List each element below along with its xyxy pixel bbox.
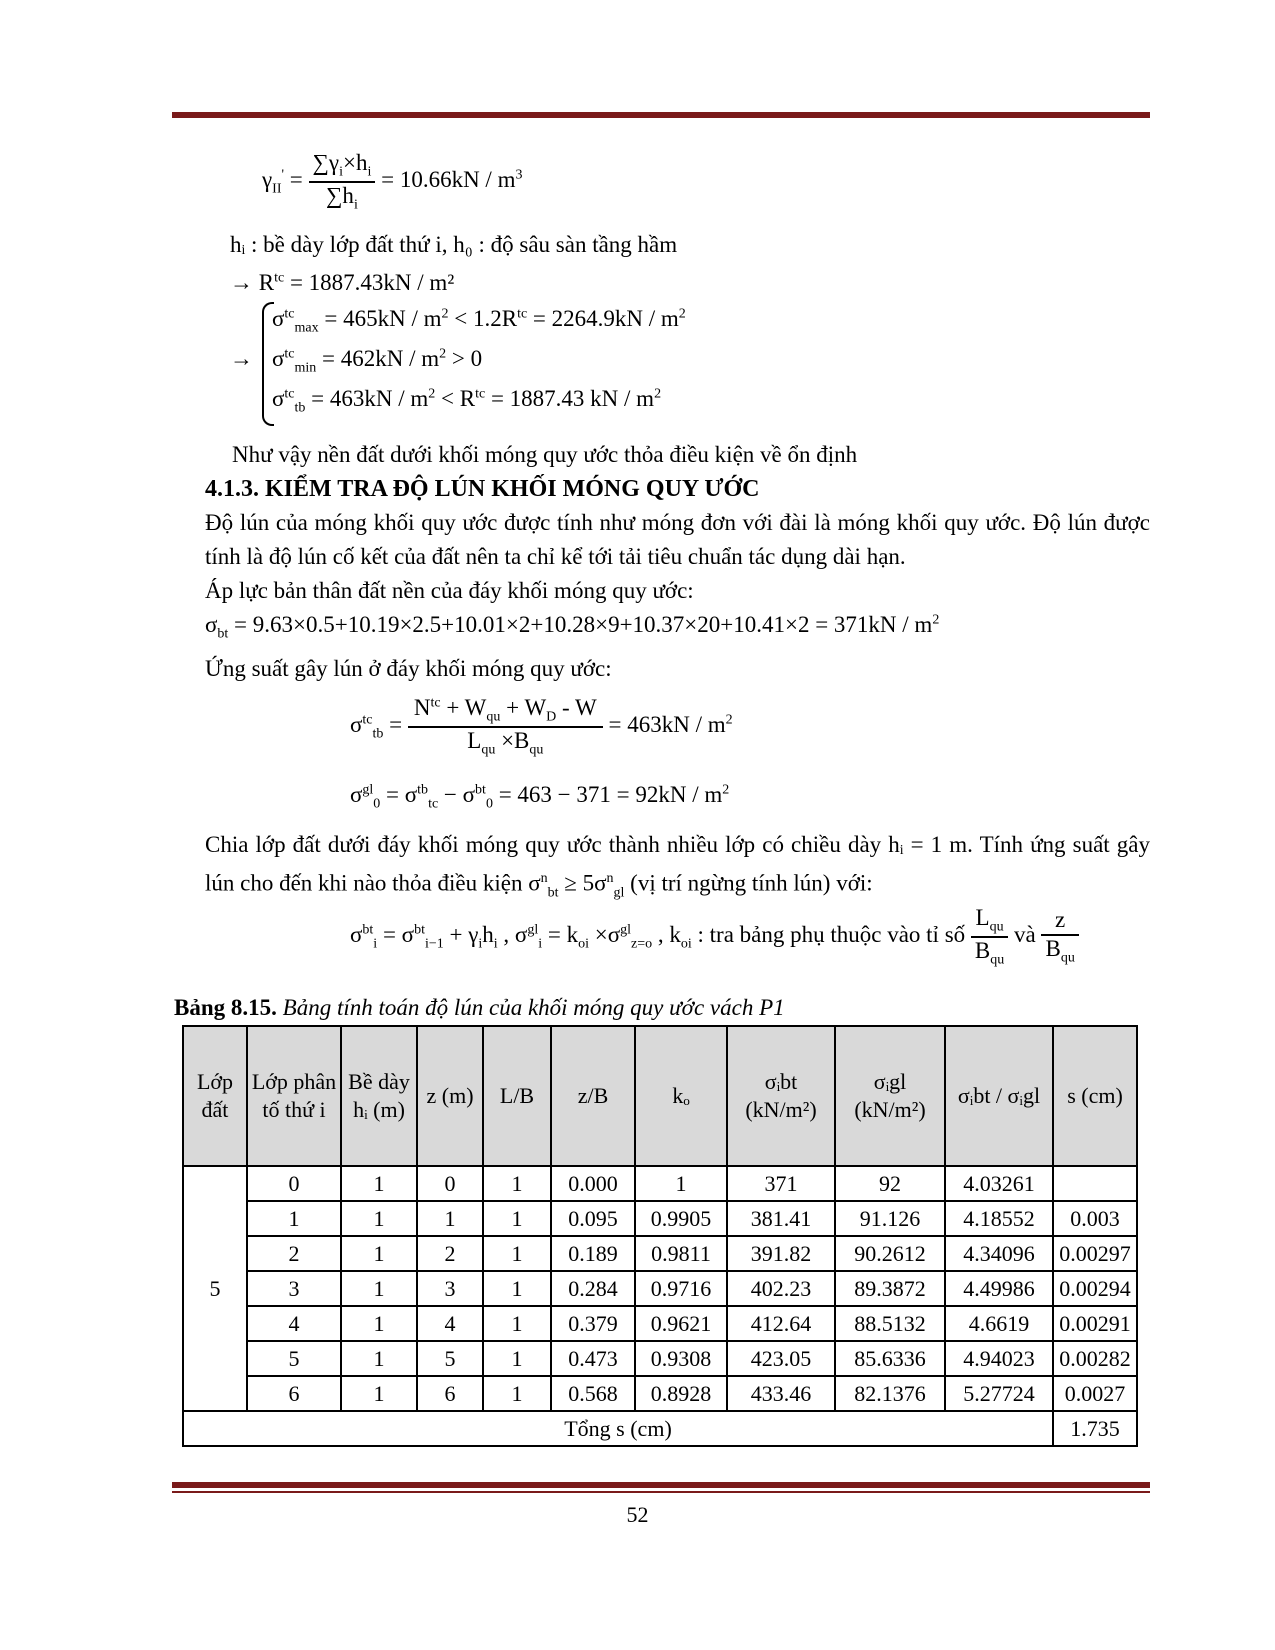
- table-cell: 4.6619: [945, 1306, 1053, 1341]
- table-row: [183, 1236, 1137, 1271]
- table-caption: Bảng 8.15. Bảng tính toán độ lún của khối móng quy ước vách P1: [174, 995, 785, 1020]
- gamma-fraction: $\frac{\sum\gamma_i\times h_i}{\sum h_i}$: [309, 150, 376, 213]
- table-cell: 92: [835, 1166, 945, 1201]
- table-cell: 4.18552: [945, 1201, 1053, 1236]
- table-cell: 423.05: [727, 1341, 835, 1376]
- table-cell: 89.3872: [835, 1271, 945, 1306]
- page-number: 52: [626, 1502, 649, 1527]
- table-cell: 1: [417, 1201, 483, 1236]
- paragraph-stress: Ứng suất gây lún ở đáy khối móng quy ước:: [205, 656, 612, 681]
- table-cell: 371: [727, 1166, 835, 1201]
- table-cell: 0.8928: [635, 1376, 727, 1411]
- col-thickness: Bề dày hᵢ (m): [341, 1026, 417, 1166]
- table-cell: 82.1376: [835, 1376, 945, 1411]
- table-cell: 0.189: [551, 1236, 635, 1271]
- table-cell: 1: [341, 1201, 417, 1236]
- total-row: [183, 1411, 1137, 1446]
- table-header-row: [183, 1026, 1137, 1166]
- table-cell: 0.095: [551, 1201, 635, 1236]
- table-cell: 0.000: [551, 1166, 635, 1201]
- table-cell: 3: [417, 1271, 483, 1306]
- lqu-bqu-fraction: $\frac{L_{qu}}{B_{qu}}$: [971, 905, 1008, 968]
- col-sigma-bt: σᵢbt (kN/m²): [727, 1026, 835, 1166]
- table-cell: 91.126: [835, 1201, 945, 1236]
- table-row: [183, 1341, 1137, 1376]
- sigma-tb-fraction: $\frac{N^{tc} + W_{qu} + W_D - W}{L_{qu} \times B_{qu}}$: [408, 695, 603, 758]
- table-cell: 1: [341, 1166, 417, 1201]
- table-cell: 0.00282: [1053, 1341, 1137, 1376]
- sigma-tb-line: $\sigma^{tc}_{tb} = 463kN / m^2 < R^{tc} = 1887.43$ kN / $m^2$: [272, 386, 662, 416]
- paragraph-self-weight: Áp lực bản thân đất nền của đáy khối móng quy ước:: [205, 578, 694, 603]
- table-cell: 0.568: [551, 1376, 635, 1411]
- table-cell: 1: [483, 1271, 551, 1306]
- settlement-table: [182, 1025, 1138, 1447]
- layer-cell: 5: [183, 1166, 247, 1411]
- sigma-i-formula: $\sigma^{bt}_i = \sigma^{bt}_{i-1} + \gamma_ih_i$ , $\sigma^{gl}_i = k_{oi} \times\sigma^{gl}_{z=o}$ , $k_{oi}$ : tra bảng phụ thuộc vào tỉ số $\frac{L_{qu}}{B_{qu}}$ và $\frac{z}{B_{qu}}$: [350, 905, 1079, 968]
- table-cell: 1: [341, 1236, 417, 1271]
- footer-rule: [172, 1482, 1150, 1493]
- hi-definition: hᵢ : bề dày lớp đất thứ i, h₀ : độ sâu sàn tầng hầm: [230, 232, 678, 257]
- table-cell: 0.473: [551, 1341, 635, 1376]
- table-cell: 0.00294: [1053, 1271, 1137, 1306]
- table-cell: 1: [341, 1376, 417, 1411]
- table-cell: 381.41: [727, 1201, 835, 1236]
- table-cell: 4: [417, 1306, 483, 1341]
- table-cell: 1: [341, 1341, 417, 1376]
- total-label: Tổng s (cm): [183, 1411, 1053, 1446]
- table-cell: 391.82: [727, 1236, 835, 1271]
- table-cell: 0.9308: [635, 1341, 727, 1376]
- table-cell: 0: [417, 1166, 483, 1201]
- table-cell: 0.0027: [1053, 1376, 1137, 1411]
- col-s: s (cm): [1053, 1026, 1137, 1166]
- table-cell: 90.2612: [835, 1236, 945, 1271]
- table-cell: 4.49986: [945, 1271, 1053, 1306]
- col-layer: Lớp đất: [183, 1026, 247, 1166]
- table-cell: 0: [247, 1166, 341, 1201]
- table-cell: 4.94023: [945, 1341, 1053, 1376]
- table-cell: 88.5132: [835, 1306, 945, 1341]
- table-cell: 1: [341, 1306, 417, 1341]
- paragraph-layer-division: Chia lớp đất dưới đáy khối móng quy ước thành nhiều lớp có chiều dày hᵢ = 1 m. Tính ứng suất gây lún cho đến khi nào thỏa điều kiện $\sigma^n_{bt} \ge 5\sigma^n_{gl}$ (vị trí ngừng tính lún) với:: [205, 832, 1150, 901]
- system-arrow: →: [230, 346, 253, 371]
- col-sublayer: Lớp phân tố thứ i: [247, 1026, 341, 1166]
- table-cell: 433.46: [727, 1376, 835, 1411]
- table-cell: 0.00297: [1053, 1236, 1137, 1271]
- table-row: [183, 1166, 1137, 1201]
- table-cell: 1: [483, 1236, 551, 1271]
- table-cell: 2: [417, 1236, 483, 1271]
- sigma-min-line: $\sigma^{tc}_{min} = 462kN / m^2 > 0$: [272, 346, 483, 376]
- table-cell: 85.6336: [835, 1341, 945, 1376]
- rtc-formula: → $R^{tc} = 1887.43kN / m^2$: [230, 270, 455, 295]
- table-cell: 0.00291: [1053, 1306, 1137, 1341]
- table-row: [183, 1201, 1137, 1236]
- table-cell: 1: [635, 1166, 727, 1201]
- table-row: [183, 1271, 1137, 1306]
- table-row: [183, 1306, 1137, 1341]
- stability-conclusion: Như vậy nền đất dưới khối móng quy ước thỏa điều kiện về ổn định: [232, 442, 858, 467]
- table-cell: 1: [483, 1166, 551, 1201]
- z-bqu-fraction: $\frac{z}{B_{qu}}$: [1041, 907, 1078, 966]
- table-cell: 1: [247, 1201, 341, 1236]
- col-lb: L/B: [483, 1026, 551, 1166]
- sigma-max-line: $\sigma^{tc}_{max} = 465kN / m^2 < 1.2R^{tc} = 2264.9kN / m^2$: [272, 306, 686, 336]
- col-ko: kₒ: [635, 1026, 727, 1166]
- table-cell: 0.9621: [635, 1306, 727, 1341]
- table-cell: 0.9905: [635, 1201, 727, 1236]
- table-cell: 0.284: [551, 1271, 635, 1306]
- table-cell: 1: [483, 1201, 551, 1236]
- table-cell: 3: [247, 1271, 341, 1306]
- sigma-gl-formula: $\sigma^{gl}_0 = \sigma^{tb}_{tc} - \sigma^{bt}_0 = 463 - 371 = 92kN / m^2$: [350, 782, 730, 812]
- table-cell: [1053, 1166, 1137, 1201]
- table-row: [183, 1376, 1137, 1411]
- header-rule: [172, 112, 1150, 118]
- table-cell: 4.34096: [945, 1236, 1053, 1271]
- table-cell: 2: [247, 1236, 341, 1271]
- gamma-formula: $\gamma_{II}'$ = $\frac{\sum\gamma_i\times h_i}{\sum h_i}$ = $10.66kN / m^3$: [262, 150, 523, 213]
- table-cell: 1: [483, 1376, 551, 1411]
- sigma-bt-formula: $\sigma_{bt} = 9.63\times 0.5+10.19\times 2.5+10.01\times 2+10.28\times 9+10.37\times 20+10.41\times 2 = 371kN / m^2$: [205, 612, 940, 642]
- paragraph-settlement-intro: Độ lún của móng khối quy ước được tính như móng đơn với đài là móng khối quy ước. Độ lún được tính là độ lún cố kết của đất nên ta chỉ kể tới tải tiêu chuẩn tác dụng dài hạn.: [205, 510, 1150, 569]
- table-cell: 402.23: [727, 1271, 835, 1306]
- table-cell: 0.9716: [635, 1271, 727, 1306]
- table-cell: 5: [247, 1341, 341, 1376]
- col-z: z (m): [417, 1026, 483, 1166]
- table-cell: 412.64: [727, 1306, 835, 1341]
- col-zb: z/B: [551, 1026, 635, 1166]
- table-cell: 1: [483, 1306, 551, 1341]
- table-cell: 5.27724: [945, 1376, 1053, 1411]
- table-cell: 0.379: [551, 1306, 635, 1341]
- table-cell: 4.03261: [945, 1166, 1053, 1201]
- table-cell: 1: [483, 1341, 551, 1376]
- table-cell: 6: [247, 1376, 341, 1411]
- table-cell: 0.003: [1053, 1201, 1137, 1236]
- table-cell: 5: [417, 1341, 483, 1376]
- table-cell: 6: [417, 1376, 483, 1411]
- section-heading: 4.1.3. KIỂM TRA ĐỘ LÚN KHỐI MÓNG QUY ƯỚC: [205, 476, 760, 502]
- col-sigma-gl: σᵢgl (kN/m²): [835, 1026, 945, 1166]
- table-cell: 1: [341, 1271, 417, 1306]
- table-cell: 0.9811: [635, 1236, 727, 1271]
- sigma-tb-formula: $\sigma^{tc}_{tb}$ = $\frac{N^{tc} + W_{qu} + W_D - W}{L_{qu} \times B_{qu}}$ = $463kN / m^2$: [350, 695, 733, 758]
- col-ratio: σᵢbt / σᵢgl: [945, 1026, 1053, 1166]
- table-cell: 4: [247, 1306, 341, 1341]
- total-value: 1.735: [1053, 1411, 1137, 1446]
